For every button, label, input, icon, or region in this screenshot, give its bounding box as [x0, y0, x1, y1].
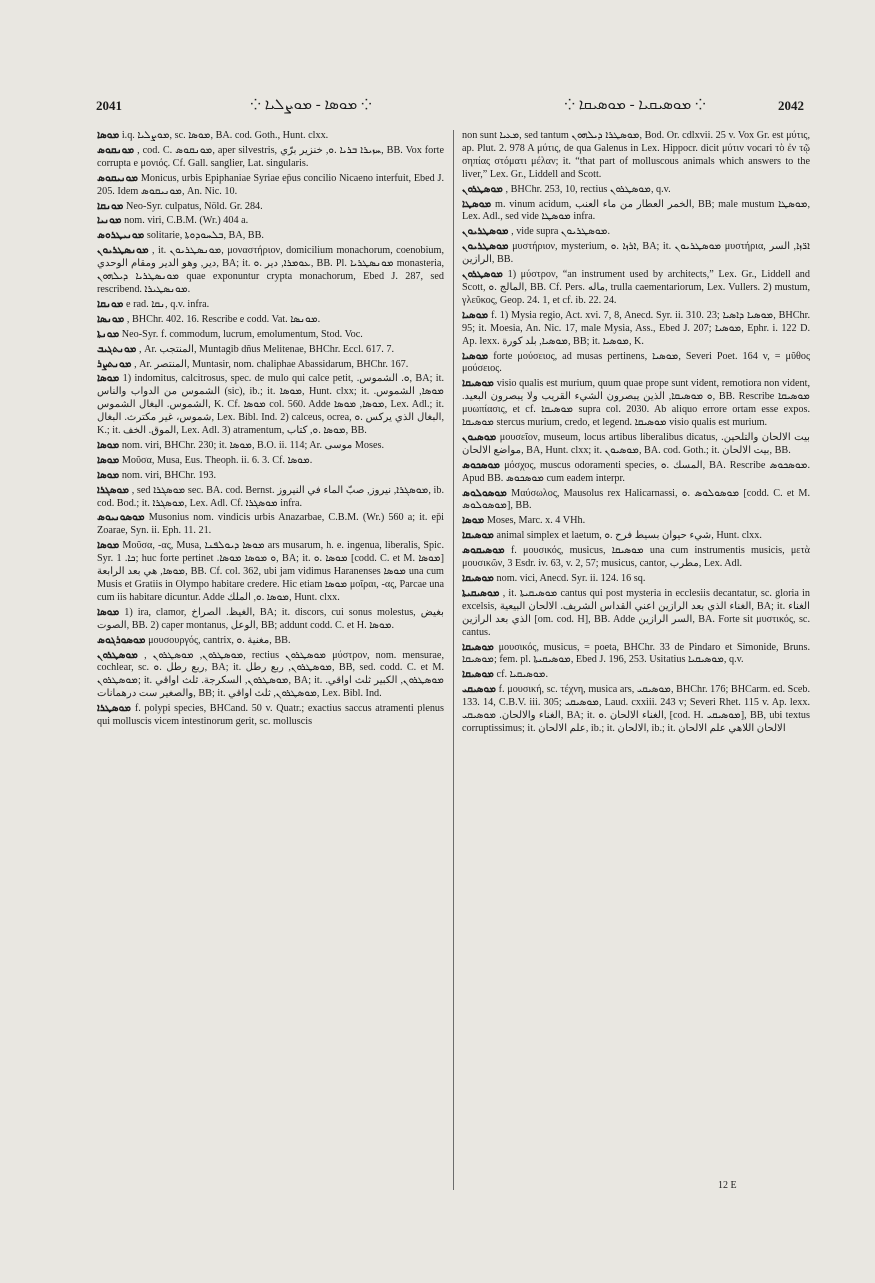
entry-headword: ܡܘܣܝܩܐ — [462, 641, 494, 653]
right-column — [462, 130, 810, 738]
entry-definition: , vide supra ܡܘܣܛܪܝܘܢ. — [511, 226, 611, 238]
entry-headword: ܡܘܢܬܐ — [97, 328, 120, 340]
entry-headword: ܡܘܢܩܐ — [97, 200, 124, 212]
entry-headword: ܡܘܣܟܘܣ — [462, 459, 501, 471]
dictionary-entry — [97, 201, 444, 214]
entry-headword: ܡܘܣܐ — [97, 540, 120, 552]
entry-definition: , it. ܡܘܣܝܩܝܬܐ cantus qui post mysteria in ecclesiis decantatur, sc. gloria in excelsis, الغناء الذي بعد الرازين اعني القداس الشريف. الالحان البيعية, BA; it. الغناء الذي بعد الرازين [om. cod. H], BB. Adde السر الرازين, BA. Forte sit μυστικός, sc. cantus. — [462, 587, 811, 638]
dictionary-entry — [97, 440, 444, 453]
entry-definition: 1) μύστρον, “an instrument used by architects,” Lex. Gr., Liddell and Scott, المالج .ܘ, BB. Cf. Pers. ماله, trulla caementariorum, Lex. Vullers. 2) mustum, γλεῦκος, Geop. 24. 1, et cf. ib. 22. 24. — [462, 269, 810, 306]
dictionary-entry — [462, 545, 810, 571]
entry-headword: ܡܘܢܩܐ — [97, 298, 124, 310]
entry-definition: , it. ܡܘܢܣܛܪܝܘܢ, μοναστήριον, domicilium monachorum, coenobium, دير, وهو الدير ومقام الوحدي, BA; it. ܥܘܡܪܐ, دير .ܘ, BB. Pl. ܡܘܢܣܛܪܝܐ monasteria, ܡܘܢܣܛܪܝܐ ܕܝܠܗܘܢ quae exponuntur crypta monachorum, Ebed J. 287, sed rescribend. ܡܘܢܣܛܝܪܐ. — [97, 245, 445, 295]
entry-headword: ܡܘܢܣܛܪܝܘܢ — [97, 245, 149, 257]
entry-definition: , Ar. المنتصر, Muntasir, nom. chaliphae Abassidarum, BHChr. 167. — [134, 358, 409, 370]
entry-headword: ܡܘܣܝܩܘܣ — [462, 545, 505, 557]
dictionary-entry — [97, 359, 444, 372]
dictionary-entry — [97, 173, 444, 199]
dictionary-entry — [462, 488, 810, 514]
dictionary-entry — [462, 199, 810, 225]
entry-headword: ܡܘܢܬܓܝܒ — [97, 343, 137, 355]
entry-definition: Musonius nom. vindicis urbis Anazarbae, C.B.M. (Wr.) 560 a; it. ep̄i Zoarae, Syn. ii. Eph. 11. 21. — [97, 512, 444, 537]
dictionary-entry — [462, 378, 810, 430]
dictionary-entry — [462, 226, 810, 239]
dictionary-entry — [97, 455, 444, 468]
entry-headword: ܡܘܣܛܪܘܢ — [97, 649, 138, 661]
entry-headword: ܡܘܣܐ — [97, 469, 120, 481]
dictionary-entry — [97, 245, 444, 297]
entry-definition: Μαύσωλος, Mausolus rex Halicarnassi, ܡܘܣܘܠܘܣ .ܘ [codd. C. et M. ܡܘܣܘܠܘܣ], BB. — [462, 487, 811, 512]
entry-headword: ܡܘܣܘܢܝܘܣ — [97, 512, 145, 524]
entry-definition: , cod. C. ܡܘܢܩܘܣ, aper silvestris, ܚܙܝܪܐ ܒܪܝܐ .ܘ, خنزير برّي, BB. Vox forte corrupta e μονιός. Cf. Gall. sanglier, Lat. singularis. — [97, 144, 445, 169]
entry-headword: ܡܘܣܐ — [97, 606, 120, 618]
dictionary-entry — [462, 515, 810, 528]
entry-definition: μουσεῖον, museum, locus artibus liberalibus dicatus, بيت الالحان والتلحين. مواضع الالحان, BA, Hunt. clxx; it. ܡܘܣܝܘܢ, BA. cod. Goth.; it. بيت الالحان, BB. — [462, 431, 810, 456]
dictionary-entry — [97, 299, 444, 312]
entry-headword: ܡܘܢܩܘܣ — [97, 144, 135, 156]
entry-definition: , ܡܘܣܛܪܘܢ, ܡܘܣܛܪܘܢ, rectius ܡܘܣܛܪܘܢ μύστρον, nom. mensurae, cochlear, sc. ربع رطل .ܘ, BA; it. ܡܘܣܛܪܘܢ, ربع رطل, BB, sed. codd. C. et M. ܡܘܣܛܪܘܢ; it. ܡܘܣܛܪܘܢ, السكرجة. ثلث اواقي, BA; it. ܡܘܣܛܪܘܢ, الكبير ثلث اواقي. والصغير ست درهمانات, BB; it. ܡܘܣܛܪܘܢ, ثلث اواقي, Lex. Bibl. Ind. — [97, 649, 444, 700]
entry-definition: cf. ܡܘܣܝܩܝܐ. — [496, 669, 549, 681]
dictionary-entry — [462, 184, 810, 197]
entry-headword: ܡܘܢܝܛܪܘܣ — [97, 230, 145, 242]
entry-definition: Neo-Syr. culpatus, Nöld. Gr. 284. — [126, 200, 263, 212]
running-header — [0, 94, 875, 118]
dictionary-entry — [462, 460, 810, 486]
dictionary-entry — [97, 329, 444, 342]
entry-headword: ܡܘܣܐ — [97, 439, 120, 451]
entry-headword: ܡܘܣܛܪܘܢ — [462, 183, 503, 195]
dictionary-entry — [97, 635, 444, 648]
dictionary-entry — [462, 130, 810, 182]
dictionary-entry — [97, 540, 444, 605]
dictionary-entry — [97, 314, 444, 327]
entry-headword: ܡܘܣܝܩܐ — [462, 573, 494, 584]
entry-definition: nom. viri, C.B.M. (Wr.) 404 a. — [124, 215, 249, 227]
running-head-right: ⁘ ܡܘܣܝܩܝܐ - ܡܘܣܝܩܐ ⁘ — [564, 97, 706, 113]
entry-headword: ܡܘܢܣܐ — [97, 313, 125, 325]
dictionary-entry — [462, 432, 810, 458]
entry-definition: Μοῦσα, Musa, Eus. Theoph. ii. 6. 3. Cf. ܡܘܣܐ. — [121, 454, 313, 466]
entry-definition: i.q. ܡܘܨܠܝܐ, sc. ܡܘܣܐ, BA. cod. Goth., Hunt. clxx. — [121, 130, 329, 141]
entry-definition: f. μουσικός, musicus, ܡܘܣܝܩܐ una cum instrumentis musicis, μετὰ μουσικῶν, 3 Esdr. iv. 63, v. 2, 57; musicus, cantor, مطرب, Lex. Adl. — [462, 545, 811, 570]
dictionary-entry — [462, 684, 810, 736]
entry-definition: f. 1) Mysia regio, Act. xvi. 7, 8, Anecd. Syr. ii. 310. 23; ܡܘܣܝܐ ܕܐܣܝܐ, BHChr. 95; it. Moesia, An. Nic. 17, male Mysia, Ass., Ebed J. 207; ܡܘܣܝܐ, Ephr. i. 122 D. Ap. lexx. ܡܘܣܝܐ, بلد كورة, BB; it. ܡܘܣܝܐ, K. — [462, 309, 810, 347]
entry-headword: ܡܘܣܘܪܓܘܣ — [97, 634, 146, 646]
dictionary-entry — [97, 650, 444, 702]
entry-definition: μουσουργός, cantrix, مغنية .ܘ, BB. — [148, 634, 291, 646]
entry-definition: f. μουσική, sc. τέχνη, musica ars, ܡܘܣܝܩܝ, BHChr. 176; BHCarm. ed. Sceb. 133. 14, C.B.V. iii. 305; ܡܘܣܝܩܝ, Laud. cxxiii. 243 v; Severi Rhet. 115 v. Ap. lexx. الغناء والالحان. ܡܘܣܝܩܝ, BA; it. الغناء الالحان .ܘ, [cod. H. ܡܘܣܝܩܝ], BB, ubi textus corruptissimus; it. علم الالحان, ib.; it. الالحان, ib.; it. الالحان اللاهي علم الالحان — [462, 684, 811, 734]
entry-definition: non sunt ܡܥܝܐ, sed tantum ܡܘܣܛܪܐ ܕܝܠܗܘܢ, Bod. Or. cdlxvii. 25 v. Vox Gr. est μύτις, ap. Plut. 2. 978 A μύτις, de qua Galenus in Lex. Hippocr. dicit μύτιν vocari τὸ ἐν τῷ σηπίας στόματι μέλαν; it. “that part of molluscous animals which answers to the liver,” Lex. Gr., Liddell and Scott. — [462, 130, 811, 180]
entry-headword: ܡܘܣܝܩܐ — [462, 378, 494, 390]
page-number-right: 2042 — [778, 98, 804, 113]
entry-definition: 1) ira, clamor, الغيظ. الصراخ, BA; it. discors, cui sonus molestus, بغيض الصوت, BB. 2) caper montanus, الوعل, BB; addunt codd. C. et H. ܡܘܣܐ. — [97, 606, 445, 631]
entry-headword: ܡܘܣܝܘܢ — [462, 431, 497, 443]
entry-definition: visio qualis est murium, quum quae prope sunt vident, remotiora non vident, .ܘ ܡܘܣܝܩܐ, الذين يبصرون الشيء القريب ولا يبصرون البعيد, BB. Rescribe ܡܘܣܝܩܐ μυωπίασις, et cf. ܡܘܣܝܩܐ supra col. 2030. Ab aliquo errore ortam esse expos. ܡܘܣܝܩܐ stercus murium, credo, et legend. ܡܘܣܝܩܐ visio qualis est murium. — [462, 378, 810, 429]
entry-definition: , sed ܡܘܣܓܪܐ sec. BA. cod. Bernst. ܡܘܣܓܪܐ, نيروز, صبّ الماء في النيروز, ib. cod. Bod.; it. ܡܘܣܓܪܐ, Lex. Adl. Cf. ܡܘܣܓܪܐ infra. — [97, 484, 445, 509]
entry-headword: ܡܘܣܓܪܐ — [97, 484, 130, 496]
entry-headword: ܡܘܢܝܩܘܣ — [97, 172, 139, 184]
dictionary-entry — [97, 470, 444, 483]
entry-definition: forte μούσειος, ad musas pertinens, ܡܘܣܝܐ, Severi Poet. 164 v, = μῦθος μούσειος. — [462, 350, 810, 375]
entry-definition: μυστήριον, mysterium, ܐܪܙܐ .ܘ, BA; it. ܡܘܣܛܪܝܘܢ μυστήρια, ܐܪ̈ܙܐ, السر الرازين, BB. — [462, 241, 810, 266]
dictionary-entry — [462, 669, 810, 682]
entry-headword: ܡܘܣܝܩܐ — [462, 669, 494, 681]
entry-headword: ܡܘܣܛܐ — [462, 198, 492, 210]
entry-definition: , BHChr. 402. 16. Rescribe e codd. Vat. ܡܘܢܣܐ. — [126, 313, 321, 325]
entry-definition: , Ar. المنتجب, Muntagib dñus Melitenae, BHChr. Eccl. 617. 7. — [139, 343, 394, 355]
dictionary-entry — [97, 145, 444, 171]
entry-headword: ܡܘܣܝܩܐ — [462, 530, 494, 542]
entry-headword: ܡܘܣܐ — [97, 130, 120, 141]
entry-headword: ܡܘܢܝܐ — [97, 215, 122, 227]
entry-headword: ܡܘܣܛܪܝܘܢ — [462, 241, 509, 253]
dictionary-entry — [97, 703, 444, 729]
entry-headword: ܡܘܣܛܪܐ — [97, 703, 132, 715]
signature-mark: 12 E — [718, 1180, 737, 1191]
dictionary-entry — [462, 310, 810, 349]
dictionary-entry — [97, 512, 444, 538]
dictionary-entry — [97, 607, 444, 633]
entry-headword: ܡܘܣܐ — [462, 515, 485, 527]
dictionary-entry — [97, 485, 444, 511]
entry-definition: nom. viri, BHChr. 230; it. ܡܘܣܐ, B.O. ii. 114; Ar. موسى Moses. — [121, 439, 385, 451]
entry-definition: solitarie, ܒܠܚܘܕܘܬܐ, BA, BB. — [146, 230, 264, 242]
entry-definition: m. vinum acidum, الخمر العطار من ماء العنب, BB; male mustum ܡܘܣܛܐ, Lex. Adl., sed vide ܡܘܣܛܐ infra. — [462, 198, 810, 223]
entry-headword: ܡܘܣܝܩܝ — [462, 684, 497, 696]
entry-definition: animal simplex et laetum, شيء حيوان بسيط فرح .ܘ, Hunt. clxx. — [496, 530, 762, 542]
entry-headword: ܡܘܣܐ — [97, 373, 120, 385]
dictionary-entry — [462, 351, 810, 377]
column-divider — [453, 130, 454, 1190]
entry-definition: μόσχος, muscus odoramenti species, المسك .ܘ, BA. Rescribe ܡܘܣܟܘܣ. Apud BB. ܡܘܣܟܘܣ cum eadem interpr. — [462, 459, 811, 484]
entry-headword: ܡܘܣܘܠܘܣ — [462, 487, 507, 499]
entry-definition: μουσικός, musicus, = poeta, BHChr. 33 de Pindaro et Simonide, Bruns. ܡܘܣܝܩܐ; fem. pl. ܡܘܣܝܩܝܬܐ, Ebed J. 196, 253. Usitatius ܡܘܣܝܩܝܐ, q.v. — [462, 641, 810, 666]
dictionary-entry — [462, 573, 810, 586]
entry-definition: nom. vici, Anecd. Syr. ii. 124. 16 sq. — [496, 573, 646, 584]
dictionary-entry — [97, 215, 444, 228]
left-column — [97, 130, 444, 731]
entry-definition: Neo-Syr. f. commodum, lucrum, emolumentum, Stod. Voc. — [121, 328, 363, 340]
entry-definition: e rad. ܢܩܐ, q.v. infra. — [126, 298, 210, 310]
entry-definition: , BHChr. 253, 10, rectius ܡܘܣܛܪܘܢ, q.v. — [505, 183, 671, 195]
dictionary-entry — [97, 130, 444, 143]
running-head-left: ⁘ ܡܘܣܐ - ܡܘܨܠܝܐ ⁘ — [250, 97, 372, 113]
entry-headword: ܡܘܢܬܨܪ — [97, 358, 132, 370]
entry-definition: f. polypi species, BHCand. 50 v. Quatr.; exactius saccus atramenti plenus qui molluscis vicem intestinorum gerit, sc. molluscis — [97, 703, 444, 728]
entry-definition: Moses, Marc. x. 4 VHh. — [486, 515, 586, 527]
dictionary-entry — [462, 588, 810, 640]
page-number-left: 2041 — [96, 98, 122, 113]
entry-definition: nom. viri, BHChr. 193. — [121, 469, 217, 481]
entry-headword: ܡܘܣܛܪܝܘܢ — [462, 226, 509, 238]
entry-headword: ܡܘܣܝܐ — [462, 309, 489, 321]
dictionary-entry — [462, 241, 810, 267]
dictionary-entry — [462, 530, 810, 543]
entry-headword: ܡܘܣܐ — [97, 454, 120, 466]
dictionary-entry — [97, 230, 444, 243]
dictionary-entry — [97, 373, 444, 438]
entry-headword: ܡܘܣܝܐ — [462, 350, 489, 362]
dictionary-entry — [97, 344, 444, 357]
dictionary-entry — [462, 269, 810, 308]
entry-definition: Monicus, urbis Epiphaniae Syriae ep̄us concilio Nicaeno interfuit, Ebed J. 205. Idem ܡܘܢܝܩܘܣ, An. Nic. 10. — [97, 172, 445, 197]
entry-headword: ܡܘܣܝܩܝܬܐ — [462, 587, 500, 599]
entry-definition: Μοῦσα, -ας, Musa, ܡܘܣܐ ܕܝܘܠܦܢܐ ars musarum, h. e. ingenua, liberalis, Spic. Syr. ܟܐ. 1; huc forte pertinet .ܘ ܡܘܣܐ ܡܘܣܐ, BA; it. ܡܘܣܐ .ܘ [codd. C. et M. ܡܘܣܐ] ܡܘܣܐ, هي بعد الرابعة, BB. Cf. col. 362, ubi jam vidimus Haranenses ܡܘܣܐ una cum Musis et Gratiis in Olympo habitare credere. Hic etiam ܡܘܣܐ μοῖραι, -ας, Parcae una cum iis habitare dicuntur. Adde ܡܘܣܐ .ܘ, الملك, Hunt. clxx. — [97, 540, 444, 603]
entry-definition: 1) indomitus, calcitrosus, spec. de mulo qui calce petit, .ܘ. الشموس, BA; it. الشموس من الدواب والناس (sic), ib.; it. ܡܘܣܐ, Hunt. clxx; it. ܡܘܣܐ, الشموس. الشموس. البغال الشموس, K. Cf. ܡܘܣܐ col. 560. Adde ܡܘܣܐ, ܡܘܣܐ, Lex. Adl.; it. شموس، غير مكترث. البغال, Lex. Bibl. Ind. 2) calceus, ocrea, البغال الذي يركس .ܘ, K.; it. الموق. الخف, Lex. Adl. 3) atramentum, ܡܘܣܐ .ܘ, كتاب, BB. — [97, 373, 445, 437]
entry-headword: ܡܘܣܛܪܘܢ — [462, 269, 503, 281]
dictionary-entry — [462, 642, 810, 668]
